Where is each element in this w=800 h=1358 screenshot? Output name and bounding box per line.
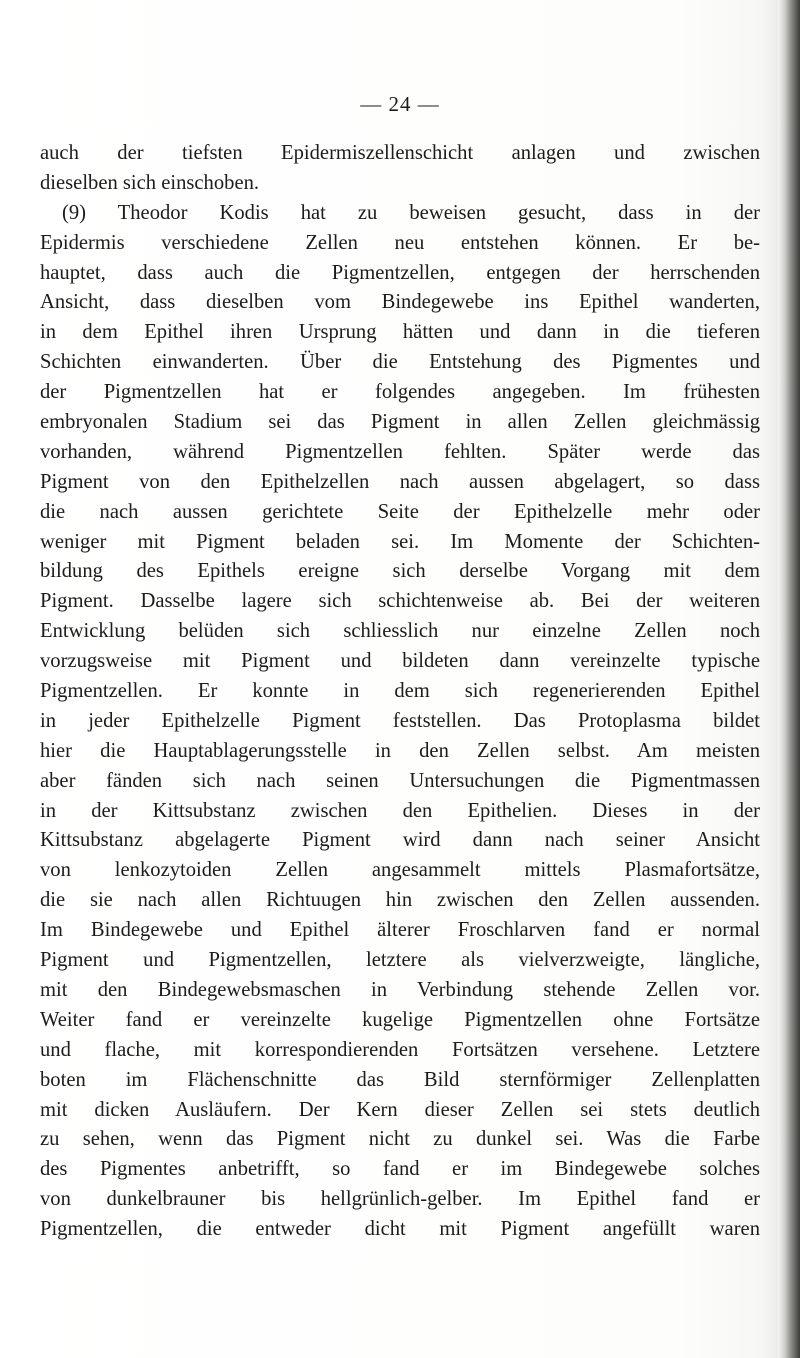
text-line: Schichten einwanderten. Über die Entstehung des Pigmentes und <box>40 351 760 374</box>
text-line: Pigment. Dasselbe lagere sich schichtenweise ab. Bei der weiteren <box>40 590 760 613</box>
text-line: bildung des Epithels ereigne sich derselbe Vorgang mit dem <box>40 560 760 583</box>
text-line: mit den Bindegewebsmaschen in Verbindung stehende Zellen vor. <box>40 978 760 1001</box>
text-line: von lenkozytoiden Zellen angesammelt mittels Plasmafortsätze, <box>40 859 760 882</box>
text-line: Epidermis verschiedene Zellen neu entstehen können. Er be- <box>40 231 760 254</box>
text-line: vorzugsweise mit Pigment und bildeten dann vereinzelte typische <box>40 650 760 673</box>
body-text <box>40 139 760 1245</box>
text-line: auch der tiefsten Epidermiszellenschicht anlagen und zwischen <box>40 142 760 164</box>
text-line: Entwicklung belüden sich schliesslich nur einzelne Zellen noch <box>40 620 760 643</box>
text-line: in der Kittsubstanz zwischen den Epithelien. Dieses in der <box>40 799 760 822</box>
text-line: und flache, mit korrespondierenden Fortsätzen versehene. Letztere <box>40 1038 760 1061</box>
text-line: mit dicken Ausläufern. Der Kern dieser Zellen sei stets deutlich <box>40 1098 760 1121</box>
text-line: Pigmentzellen, die entweder dicht mit Pigment angefüllt waren <box>40 1218 760 1241</box>
text-line: zu sehen, wenn das Pigment nicht zu dunkel sei. Was die Farbe <box>40 1128 760 1151</box>
text-line: (9) Theodor Kodis hat zu beweisen gesucht, dass in der <box>62 201 760 224</box>
text-line: Weiter fand er vereinzelte kugelige Pigmentzellen ohne Fortsätze <box>40 1008 760 1031</box>
text-line: die nach aussen gerichtete Seite der Epithelzelle mehr oder <box>40 500 760 523</box>
text-line: in dem Epithel ihren Ursprung hätten und dann in die tieferen <box>40 321 760 344</box>
text-line: embryonalen Stadium sei das Pigment in allen Zellen gleichmässig <box>40 411 760 434</box>
text-line: in jeder Epithelzelle Pigment feststellen. Das Protoplasma bildet <box>40 709 760 732</box>
text-line: boten im Flächenschnitte das Bild sternförmiger Zellenplatten <box>40 1068 760 1091</box>
binding-shadow <box>760 0 778 1358</box>
binding-edge <box>778 0 800 1358</box>
text-line: der Pigmentzellen hat er folgendes angegeben. Im frühesten <box>40 381 760 404</box>
text-line: Im Bindegewebe und Epithel älterer Froschlarven fand er normal <box>40 919 760 942</box>
text-line: Ansicht, dass dieselben vom Bindegewebe ins Epithel wanderten, <box>40 291 760 314</box>
text-line: hauptet, dass auch die Pigmentzellen, entgegen der herrschenden <box>40 261 760 284</box>
text-line: hier die Hauptablagerungsstelle in den Zellen selbst. Am meisten <box>40 739 760 762</box>
page-number: — 24 — <box>360 92 440 116</box>
text-line: dieselben sich einschoben. <box>40 171 260 194</box>
text-line: weniger mit Pigment beladen sei. Im Momente der Schichten- <box>40 530 760 553</box>
text-line: vorhanden, während Pigmentzellen fehlten. Später werde das <box>40 440 760 463</box>
text-line: Pigment und Pigmentzellen, letztere als vielverzweigte, längliche, <box>40 949 760 972</box>
text-line: Pigmentzellen. Er konnte in dem sich regenerierenden Epithel <box>40 680 760 703</box>
text-line: aber fänden sich nach seinen Untersuchungen die Pigmentmassen <box>40 769 760 792</box>
text-line: von dunkelbrauner bis hellgrünlich-gelber. Im Epithel fand er <box>40 1188 760 1211</box>
text-line: Kittsubstanz abgelagerte Pigment wird dann nach seiner Ansicht <box>40 829 760 852</box>
text-line: die sie nach allen Richtuugen hin zwischen den Zellen aussenden. <box>40 889 760 912</box>
text-line: Pigment von den Epithelzellen nach aussen abgelagert, so dass <box>40 470 760 493</box>
text-line: des Pigmentes anbetrifft, so fand er im Bindegewebe solches <box>40 1158 760 1181</box>
